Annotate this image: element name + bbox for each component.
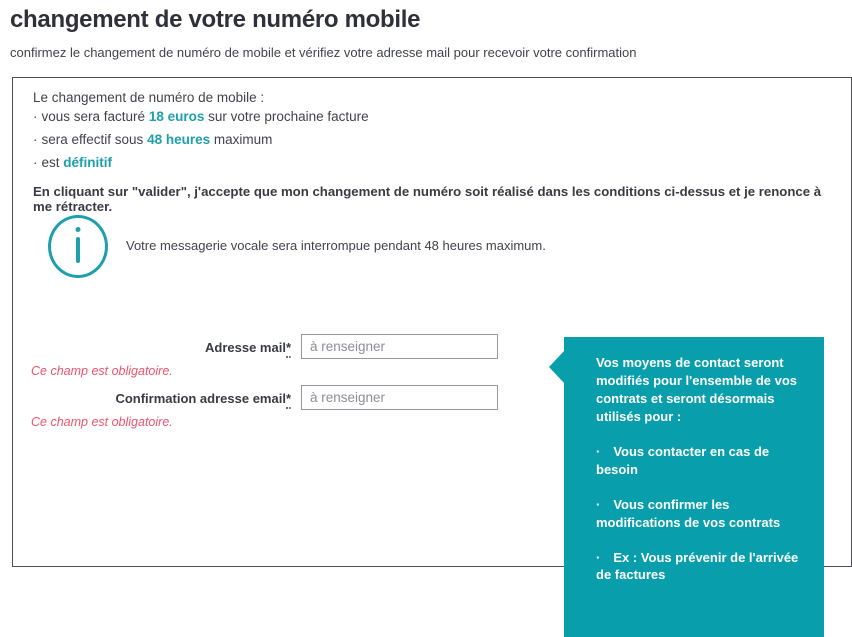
email-required-mark[interactable]: * xyxy=(286,340,291,358)
callout-arrow-left-icon xyxy=(549,350,565,384)
condition-highlight: définitif xyxy=(63,155,113,170)
email-confirm-label xyxy=(13,391,291,406)
info-icon-dot xyxy=(76,227,81,232)
voicemail-notice: Votre messagerie vocale sera interrompue pendant 48 heures maximum. xyxy=(126,238,546,253)
condition-item xyxy=(33,132,272,147)
callout-bullet-text: Vous contacter en cas de besoin xyxy=(596,443,770,477)
email-confirm-input[interactable] xyxy=(301,385,498,410)
email-error: Ce champ est obligatoire. xyxy=(31,364,173,378)
condition-highlight: 18 euros xyxy=(148,109,205,124)
callout-bullet-item xyxy=(596,549,804,585)
conditions-intro: Le changement de numéro de mobile : xyxy=(33,90,265,105)
condition-text-pre: est xyxy=(41,155,64,170)
condition-item xyxy=(33,155,112,170)
page-title: changement de votre numéro mobile xyxy=(10,6,421,33)
callout-bullet-text: Vous confirmer les modifications de vos contrats xyxy=(596,496,781,530)
callout-bullet-text: Ex : Vous prévenir de l'arrivée de factures xyxy=(596,549,799,583)
condition-text-post: sur votre prochaine facture xyxy=(204,109,369,124)
email-label-text: Adresse mail xyxy=(205,340,286,355)
email-confirm-required-mark[interactable]: * xyxy=(286,391,291,409)
condition-text-pre: vous sera facturé xyxy=(41,109,149,124)
conditions-panel xyxy=(12,77,852,583)
email-input[interactable] xyxy=(301,334,498,359)
email-confirm-label-text: Confirmation adresse email xyxy=(115,391,286,406)
email-label xyxy=(13,340,291,355)
callout-bullet-item xyxy=(596,496,804,532)
condition-text-post: maximum xyxy=(210,132,273,147)
bullet-glyph: · xyxy=(596,496,601,512)
contact-info-callout xyxy=(564,337,824,637)
condition-item xyxy=(33,109,369,124)
info-icon-stem xyxy=(76,237,80,263)
bullet-glyph: · xyxy=(33,109,38,124)
bullet-glyph: · xyxy=(33,155,38,170)
bullet-glyph: · xyxy=(33,132,38,147)
callout-intro: Vos moyens de contact seront modifiés pour l'ensemble de vos contrats et seront désormais utilisés pour : xyxy=(596,355,798,424)
info-icon xyxy=(48,215,108,278)
callout-bullet-item xyxy=(596,443,804,479)
condition-highlight: 48 heures xyxy=(147,132,211,147)
agreement-statement: En cliquant sur "valider", j'accepte que mon changement de numéro soit réalisé dans les conditions ci-dessus et je renonce à me rétracter. xyxy=(33,184,822,214)
email-confirm-error: Ce champ est obligatoire. xyxy=(31,415,173,429)
bullet-glyph: · xyxy=(596,549,601,565)
bullet-glyph: · xyxy=(596,443,601,459)
page-subtitle: confirmez le changement de numéro de mobile et vérifiez votre adresse mail pour recevoir votre confirmation xyxy=(10,45,637,60)
condition-text-pre: sera effectif sous xyxy=(41,132,148,147)
